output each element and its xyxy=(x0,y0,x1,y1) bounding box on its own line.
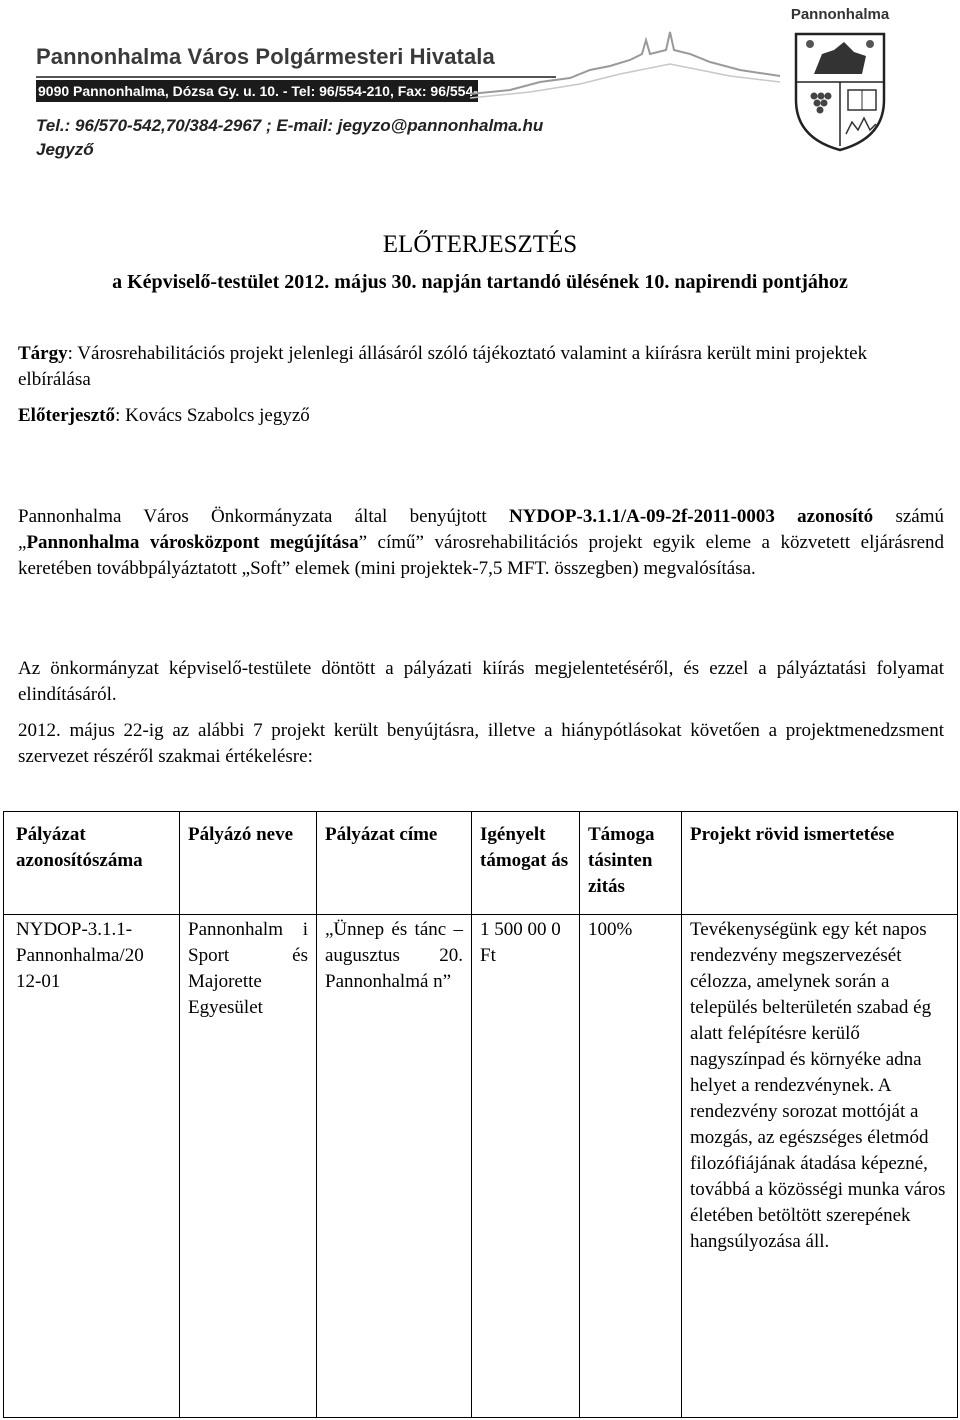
cell-applicant xyxy=(180,915,317,1418)
header-intensity: Támoga tásinten zitás xyxy=(580,812,682,915)
subject-line xyxy=(18,341,944,393)
crest-label: Pannonhalma xyxy=(790,6,890,23)
cell-amount-text: 1 500 00 0 Ft xyxy=(480,919,561,966)
document-title: ELŐTERJESZTÉS xyxy=(382,231,578,258)
p1-part-e: ” című” városrehabilitációs projekt egyik eleme a közvetett eljárásrend keretében továbbpályáztatott „Soft” elemek (mini projektek-7,5 MFT. összegben) megvalósítása. xyxy=(18,532,944,579)
coat-of-arms-icon xyxy=(792,26,888,154)
cell-applicant-text: Pannonhalm i Sport és Majorette Egyesület xyxy=(188,919,308,1018)
document-subtitle: a Képviselő-testület 2012. május 30. napján tartandó ülésének 10. napirendi pontjához xyxy=(112,271,848,293)
office-address: 9090 Pannonhalma, Dózsa Gy. u. 10. - Tel: 96/554-210, Fax: 96/554-219 xyxy=(36,80,478,102)
office-role: Jegyző xyxy=(36,140,94,159)
cell-intensity-text: 100% xyxy=(588,919,633,940)
cell-description xyxy=(682,915,958,1418)
project-id-bold: NYDOP-3.1.1/A-09-2f-2011-0003 azonosító xyxy=(508,506,874,527)
cell-title-text: „Ünnep és tánc – augusztus 20. Pannonhalmá n” xyxy=(325,919,463,992)
cell-title xyxy=(317,915,472,1418)
presenter-text: : Kovács Szabolcs jegyző xyxy=(115,405,310,426)
cell-intensity xyxy=(580,915,682,1418)
paragraph-project-intro xyxy=(18,504,944,582)
cell-description-text: Tevékenységünk egy két napos rendezvény megszervezését célozza, amelynek során a település belterületén szabad ég alatt felépítésre kerülő nagyszínpad és környéke adna helyet a rendezvénynek. A rendezvény sorozat mottóját a mozgás, az egészséges életmód filozófiájának átadása képezné, továbbá a közösségi munka város életében betöltött szerepének hangsúlyozása áll. xyxy=(690,919,946,1252)
presenter-line xyxy=(18,403,944,429)
header-title: Pályázat címe xyxy=(317,812,472,915)
paragraph-submissions: 2012. május 22-ig az alábbi 7 projekt került benyújtásra, illetve a hiánypótlásokat követően a projektmenedzsment szervezet részéről szakmai értékelésre: xyxy=(18,720,944,767)
table-header-row xyxy=(4,812,958,915)
paragraph-decision: Az önkormányzat képviselő-testülete döntött a pályázati kiírás megjelentetéséről, és ezzel a pályáztatási folyamat elindításáról. xyxy=(18,658,944,705)
city-crest xyxy=(788,2,892,158)
office-contact: Tel.: 96/570-542,70/384-2967 ; E-mail: jegyzo@pannonhalma.hu xyxy=(36,116,544,135)
header-id: Pályázat azonosítószáma xyxy=(4,812,180,915)
presenter-label: Előterjesztő xyxy=(18,405,116,426)
subject-text: : Városrehabilitációs projekt jelenlegi állásáról szóló tájékoztató valamint a kiírásra került mini projektek elbírálása xyxy=(18,343,868,390)
p1-part-a: Pannonhalma Város Önkormányzata által benyújtott xyxy=(18,506,509,527)
header-description: Projekt rövid ismertetése xyxy=(682,812,958,915)
office-name: Pannonhalma Város Polgármesteri Hivatala xyxy=(36,44,495,69)
projects-table xyxy=(3,811,958,1418)
cell-id xyxy=(4,915,180,1418)
cell-id-text: NYDOP-3.1.1-Pannonhalma/20 12-01 xyxy=(16,919,144,992)
abbey-skyline-illustration xyxy=(470,20,780,100)
subject-label: Tárgy xyxy=(18,343,68,364)
cell-amount xyxy=(472,915,580,1418)
table-row xyxy=(4,915,958,1418)
project-name-bold: Pannonhalma városközpont megújítása xyxy=(26,532,359,553)
header-amount: Igényelt támogat ás xyxy=(472,812,580,915)
header-applicant: Pályázó neve xyxy=(180,812,317,915)
p1-part-c: számú „ xyxy=(18,506,945,553)
